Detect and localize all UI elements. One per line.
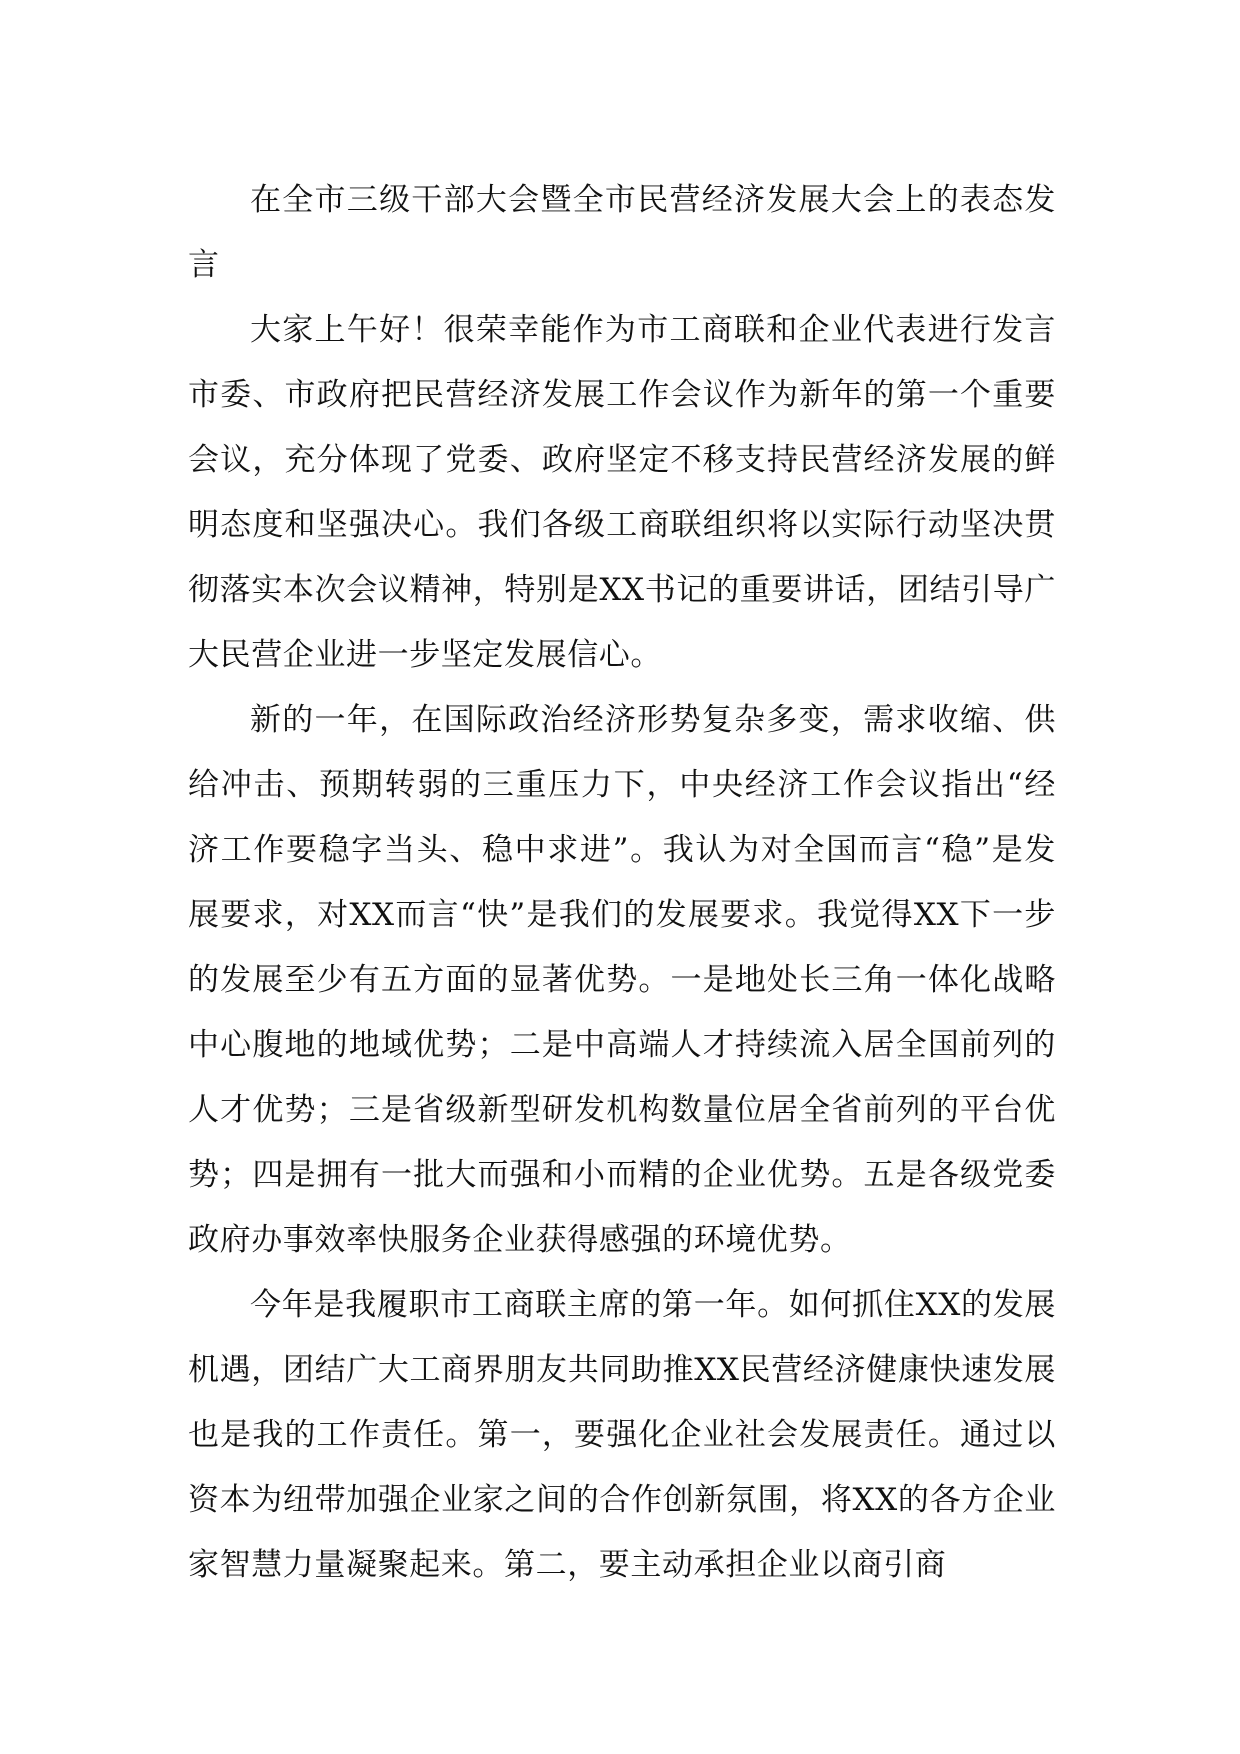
paragraph-advantages: 新的一年，在国际政治经济形势复杂多变，需求收缩、供给冲击、预期转弱的三重压力下，中央经济工作会议指出“经济工作要稳字当头、稳中求进”。我认为对全国而言“稳”是发展要求，对XX而言“快”是我们的发展要求。我觉得XX下一步的发展至少有五方面的显著优势。一是地处长三角一体化战略中心腹地的地域优势；二是中高端人才持续流入居全国前列的人才优势；三是省级新型研发机构数量位居全省前列的平台优势；四是拥有一批大而强和小而精的企业优势。五是各级党委政府办事效率快服务企业获得感强的环境优势。 [188,702,1056,1258]
paragraph-responsibilities: 今年是我履职市工商联主席的第一年。如何抓住XX的发展机遇，团结广大工商界朋友共同助推XX民营经济健康快速发展也是我的工作责任。第一，要强化企业社会发展责任。通过以资本为纽带加强企业家之间的合作创新氛围，将XX的各方企业家智慧力量凝聚起来。第二，要主动承担企业以商引商 [188,1287,1056,1583]
paragraph-opening: 大家上午好！很荣幸能作为市工商联和企业代表进行发言市委、市政府把民营经济发展工作会议作为新年的第一个重要会议，充分体现了党委、政府坚定不移支持民营经济发展的鲜明态度和坚强决心。我们各级工商联组织将以实际行动坚决贯彻落实本次会议精神，特别是XX书记的重要讲话，团结引导广大民营企业进一步坚定发展信心。 [188,312,1056,673]
document-body [188,168,1056,1598]
document-title: 在全市三级干部大会暨全市民营经济发展大会上的表态发言 [188,182,1056,283]
